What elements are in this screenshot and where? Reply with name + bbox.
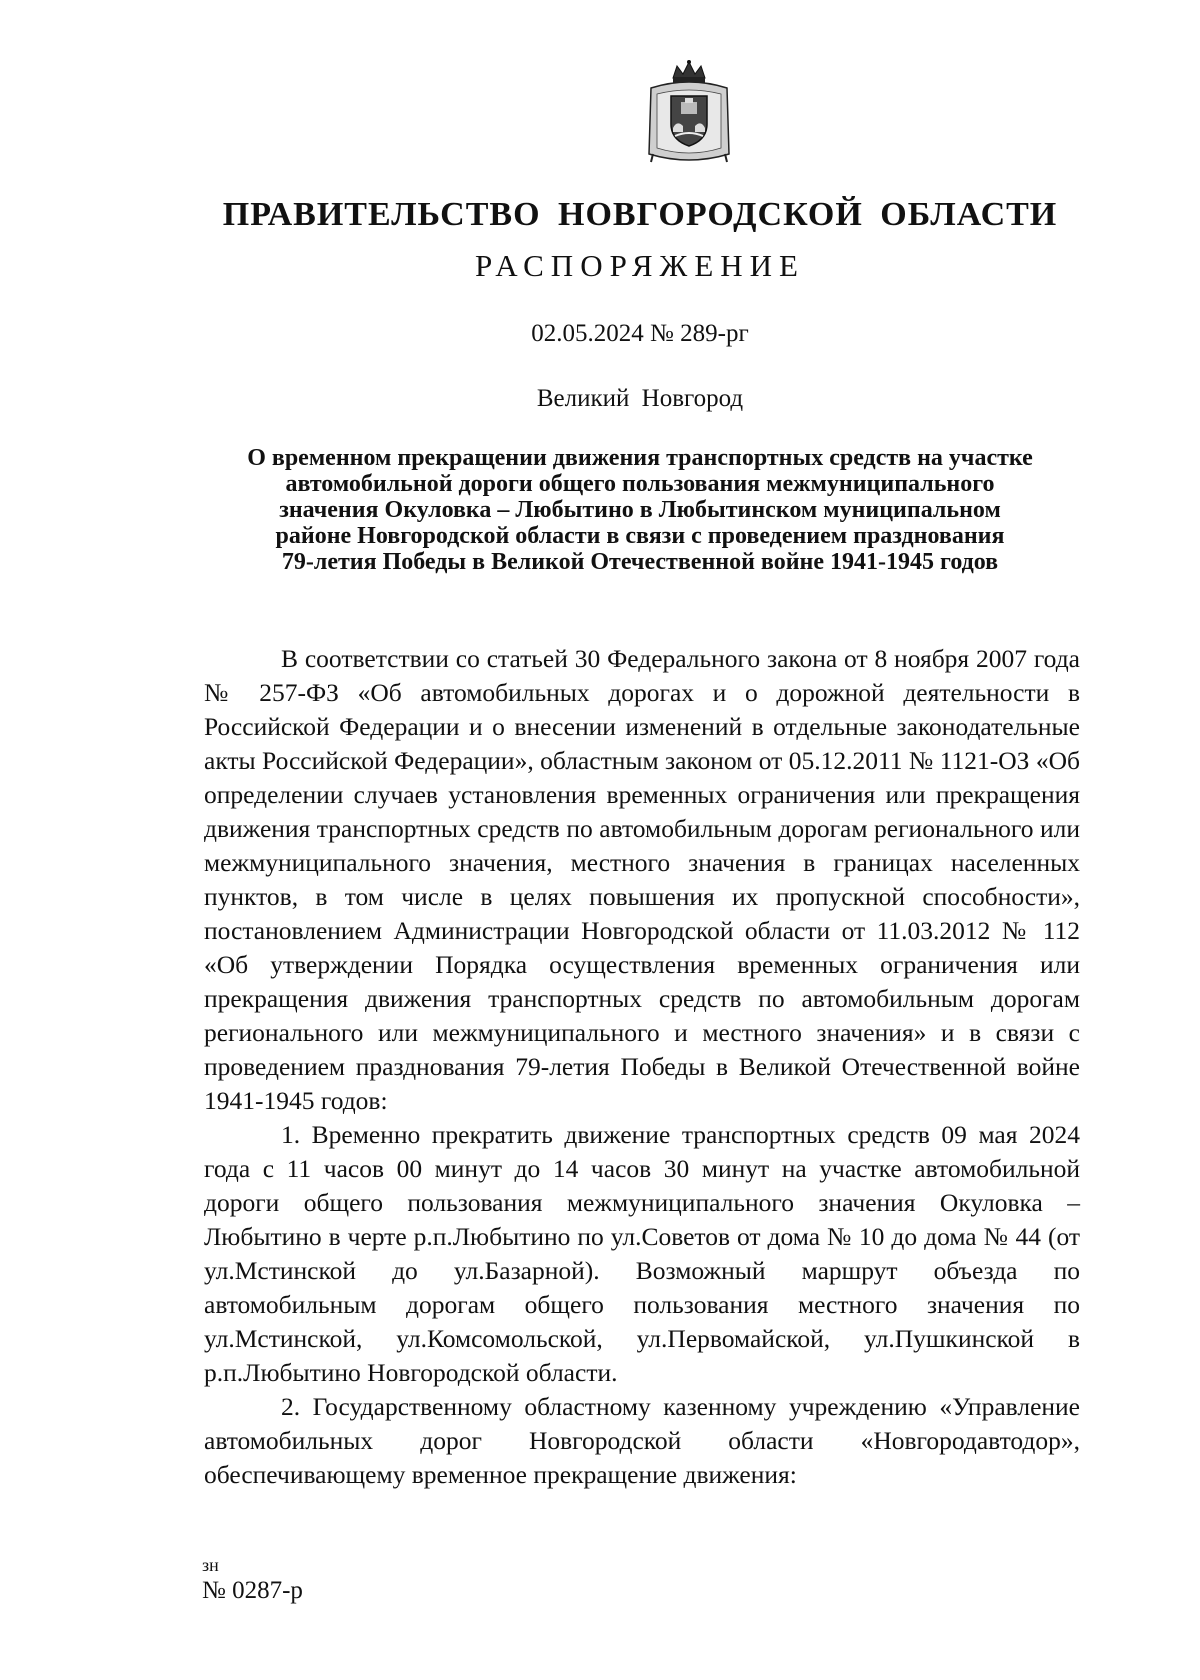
heading-line: автомобильной дороги общего пользования межмуниципального	[285, 471, 995, 497]
clause-1-paragraph: 1. Временно прекратить движение транспортных средств 09 мая 2024 года с 11 часов 00 минут до 14 часов 30 минут на участке автомобильной дороги общего пользования межмуниципального значения Окуловка – Любытино в черте р.п.Любытино по ул.Советов от дома № 10 до дома № 44 (от ул.Мстинской до ул.Базарной). Возможный маршрут объезда по автомобильным дорогам общего пользования местного значения по ул.Мстинской, ул.Комсомольской, ул.Первомайской, ул.Пушкинской в р.п.Любытино Новгородской области.	[204, 1120, 1080, 1387]
heading-line: значения Окуловка – Любытино в Любытинском муниципальном	[279, 497, 1001, 523]
document-heading	[190, 445, 1090, 575]
document-place: Великий Новгород	[536, 385, 744, 412]
novgorod-coat-of-arms-icon	[643, 58, 735, 164]
footer-registration-number: № 0287-р	[202, 1577, 303, 1604]
document-type: РАСПОРЯЖЕНИЕ	[475, 248, 805, 283]
preamble-paragraph: В соответствии со статьей 30 Федерального закона от 8 ноября 2007 года № 257-ФЗ «Об автомобильных дорогах и о дорожной деятельности в Российской Федерации и о внесении изменений в отдельные законодательные акты Российской Федерации», областным законом от 05.12.2011 № 1121-ОЗ «Об определении случаев установления временных ограничения или прекращения движения транспортных средств по автомобильным дорогам регионального или межмуниципального значения, местного значения в границах населенных пунктов, в том числе в целях повышения их пропускной способности», постановлением Администрации Новгородской области от 11.03.2012 № 112 «Об утверждении Порядка осуществления временных ограничения или прекращения движения транспортных средств по автомобильным дорогам регионального или межмуниципального и местного значения» и в связи с проведением празднования 79-летия Победы в Великой Отечественной войне 1941-1945 годов:	[204, 644, 1080, 1115]
document-body	[204, 642, 1080, 1492]
heading-line: районе Новгородской области в связи с проведением празднования	[275, 523, 1005, 549]
document-footer	[202, 1553, 303, 1603]
clause-2-paragraph: 2. Государственному областному казенному учреждению «Управление автомобильных дорог Новгородской области «Новгородавтодор», обеспечивающему временное прекращение движения:	[204, 1392, 1080, 1489]
footer-code: зн	[202, 1555, 219, 1575]
heading-line: О временном прекращении движения транспортных средств на участке	[247, 445, 1033, 471]
government-title: ПРАВИТЕЛЬСТВО НОВГОРОДСКОЙ ОБЛАСТИ	[222, 196, 1058, 233]
heading-line: 79-летия Победы в Великой Отечественной войне 1941-1945 годов	[281, 549, 999, 575]
document-date-number: 02.05.2024 № 289-рг	[531, 320, 749, 347]
